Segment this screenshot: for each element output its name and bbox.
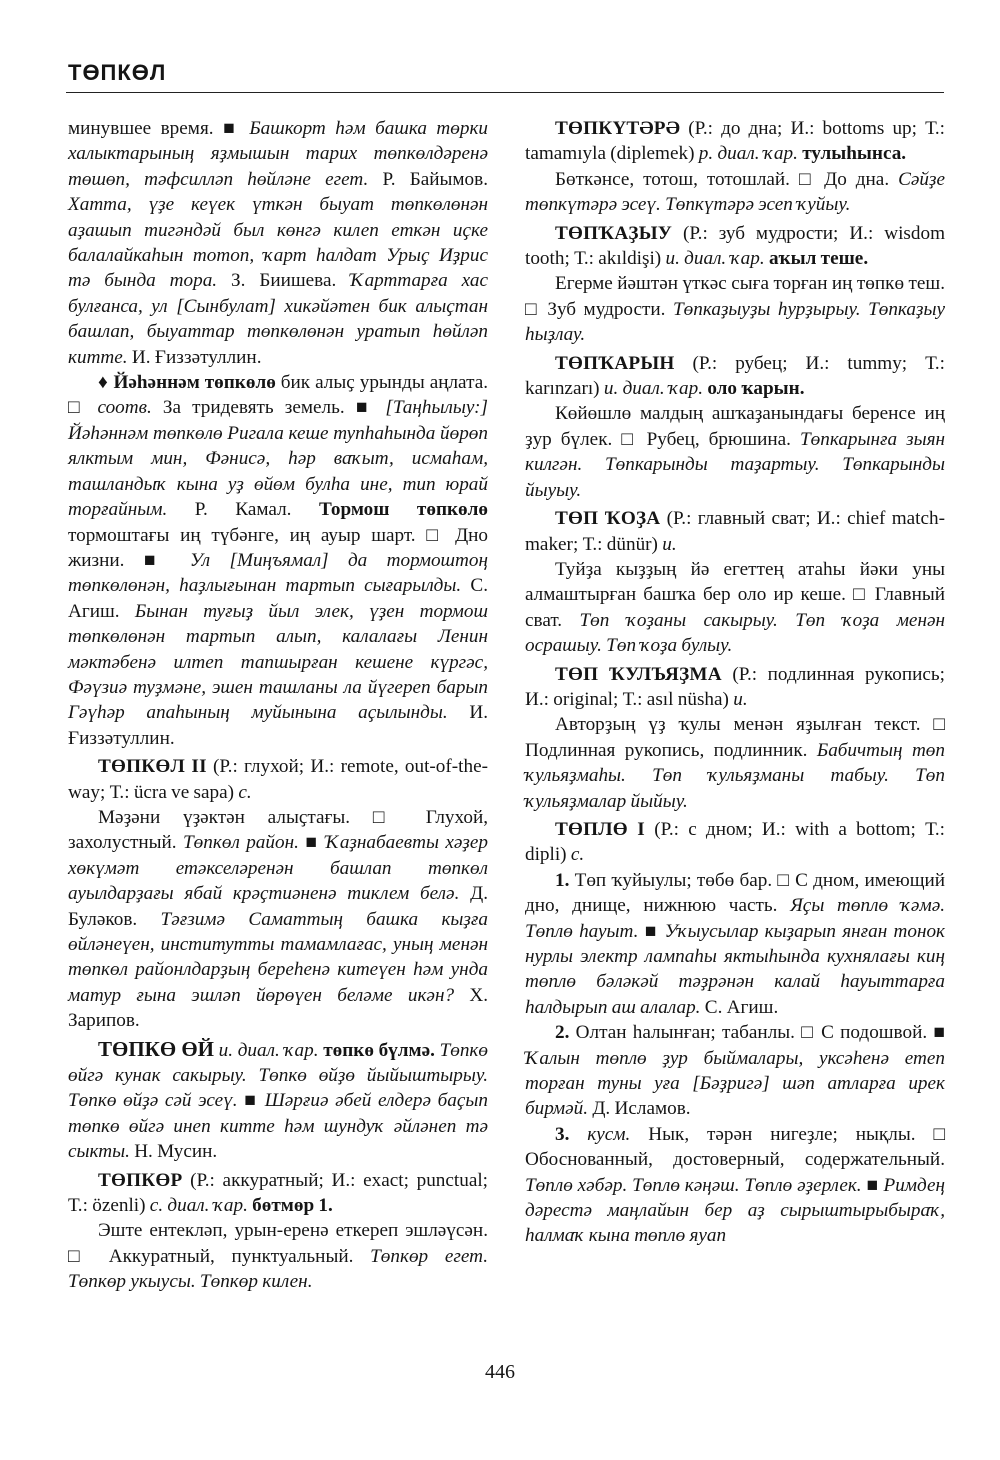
dictionary-entry: ТӨПҠАРЫН (Р.: рубец; И.: tummy; Т.: karınzarı) и. диал. ҡар. оло ҡарын. [525, 352, 945, 400]
headword: ТӨПКӨР [98, 1169, 183, 1191]
example-marker-icon [244, 1090, 258, 1111]
entry-definition: Көйөшлө малдың ашҡаҙанындағы беренсе иң ҙур бүлек. □ Рубец, брюшина. Төпкарынға зыян килгән. Төпкарынды таҙартыу. Төпкарынды йыуыу. [525, 401, 945, 503]
entry-definition: Авторҙың үҙ ҡулы менән яҙылған текст. □ Подлинная рукопись, подлинник. Бабичтың төп ҡульяҙмаһы. Төп ҡульяҙманы табыу. Төп ҡульяҙмалар йыйыу. [525, 712, 945, 814]
entry-definition: Бөткәнсе, тотош, тотошлай. □ До дна. Сәйҙе төпкүтәрә эсеү. Төпкүтәрә эсеп ҡуйыу. [525, 167, 945, 218]
entry-definition: Туйҙа кыҙҙың йә егеттең атаһы йәки уны алмаштырған башҡа бер оло ир кеше. □ Главный сват. Төп ҡоҙаны сакырыу. Төп ҡоҙа менән осрашыу. Төп ҡоҙа булыу. [525, 557, 945, 659]
translation-marker-icon [426, 525, 444, 546]
dictionary-entry: ТӨПҠАҘЫУ (Р.: зуб мудрости; И.: wisdom tooth; Т.: akıldişi) и. диал. ҡар. аҡыл теше. [525, 222, 945, 270]
headword: ТӨПКӨ ӨЙ [98, 1036, 215, 1061]
entry-definition: Эште ентекләп, урын-еренә еткереп эшләүсән. □ Аккуратный, пунктуальный. Төпкөр егет. Төпкөр укыусы. Төпкөр килен. [68, 1218, 488, 1294]
dictionary-entry: ТӨПКҮТӘРӘ (Р.: до дна; И.: bottoms up; Т.: tamamıyla (diplemek) р. диал. ҡар. тулыһынса. [525, 118, 945, 165]
translation-marker-icon [933, 714, 945, 735]
dictionary-entry: ТӨП ҠУЛЪЯҘМА (Р.: подлинная рукопись; И.: original; Т.: asıl nüsha) и. [525, 663, 945, 710]
translation-marker-icon [933, 1124, 945, 1145]
entry-definition: Егерме йәштән үткәс сыға торған иң төпкө теш. □ Зуб мудрости. Төпкаҙыуҙы һурҙырыу. Төпкаҙыу һыҙлау. [525, 271, 945, 347]
headword: ТӨПЛӨ I [555, 818, 645, 840]
translation-marker-icon [525, 299, 540, 320]
headword: ТӨПКҮТӘРӘ [555, 118, 681, 139]
left-column [68, 116, 488, 1295]
sense-2: 2. Олтан һалынған; табанлы. □ С подошвой. ■ Ҡалын төплө ҙур быймалары, уксәһенә етеп торған туны уға [Бәҙригә] шәп атларға ирек бирмәй. Д. Исламов. [525, 1020, 945, 1122]
sense-1: 1. Төп ҡуйыулы; төбө бар. □ С дном, имеющий дно, днище, нижнюю часть. Яҫы төплө ҡәмә. Төплө һауыт. ■ Уҡыусылар кыҙарып янған тонок нурлы электр лампаһы яктыһында кухнялағы киң төплө бәләкәй тәҙрәнән калай һауыттарға һалдырып аш алалар. С. Агиш. [525, 868, 945, 1020]
example-marker-icon [223, 118, 240, 139]
idiom-marker-icon [98, 372, 108, 393]
example-marker-icon [356, 397, 374, 418]
dictionary-entry: ТӨПКӨЛ II (Р.: глухой; И.: remote, out-of-the-way; Т.: ücra ve sapa) с. [68, 756, 488, 803]
translation-marker-icon [373, 807, 403, 828]
translation-marker-icon [801, 1022, 815, 1043]
sense-3: 3. кусм. Нык, тәрән нигеҙле; нықлы. □ Обоснованный, достоверный, содержательный. Төплө хәбәр. Төплө кәңәш. Төплө әҙерлек. ■ Римдең дәрестә маңлайын бер аҙ сырыштырыбыраҡ, һалмаҡ кына төплө яуап [525, 1122, 945, 1249]
page-header-title: ТӨПКӨЛ [68, 60, 167, 85]
translation-marker-icon [68, 397, 86, 418]
idiom-block: ♦ Йәһәннәм төпкөлө бик алыҫ урынды аңлата. □ соотв. За тридевять земель. ■ [Таңһылыу:] Йәһәннәм төпкөлө Ригала кеше тупһаһында йөрөп ялктым мин, Фәнисә, һәр ваҡыт, исмаһам, ташландыҡ кына уҙ өйөм булһа ине, тип юрай торғайным. Р. Камал. Тормош төпкөлө тормоштағы иң түбәнге, иң ауыр шарт. □ Дно жизни. ■ Ул [Миңъямал] да тормоштоң төпкөлөнән, һаҙлығынан тартып сығарылды. С. Агиш. Бынан туғыҙ йыл элек, үҙен тормош төпкөлөнән тартып алып, калалағы Ленин мәктәбенә илтеп тапшырған кешене күргәс, Фәүзиә туҙмәне, эшен ташланы ла йүгереп барып Гәүһәр апаһының муйынына аҫылынды. И. Ғиззәтуллин. [68, 370, 488, 751]
dictionary-entry: ТӨПЛӨ I (Р.: с дном; И.: with a bottom; Т.: dipli) с. [525, 818, 945, 866]
dictionary-entry: ТӨП ҠОҘА (Р.: главный сват; И.: chief match-maker; Т.: dünür) и. [525, 508, 945, 555]
headword: ТӨПҠАҘЫУ [555, 222, 673, 244]
translation-marker-icon [621, 429, 637, 450]
headword: ТӨПКӨЛ II [98, 756, 207, 778]
entry-definition: Мәҙәни үҙәктән алыҫтағы. □ Глухой, захолустный. Төпкөл район. ■ Ҡаҙнабаевты хәҙер хөкүмәт етәкселәренән башлап төпкөл ауылдарҙағы ябай крәҫтиәненә тиклем белә. Д. Буләков. Тәғзимә Саматтың башка кыҙға өйләнеүен, институтты тамамлағас, уның менән төпкөл районлдарҙың береһенә китеүен һәм унда матур ғына эшләп йөрөүен беләме икән? Х. Зарипов. [68, 805, 488, 1034]
translation-marker-icon [799, 169, 815, 190]
translation-marker-icon [777, 870, 790, 891]
translation-marker-icon [68, 1246, 92, 1267]
page-number: 446 [485, 1361, 515, 1383]
dictionary-entry: ТӨПКӨР (Р.: аккуратный; И.: exact; punctual; Т.: özenli) с. диал. ҡар. бөтмөр 1. [68, 1169, 489, 1217]
right-column [525, 116, 945, 1249]
example-marker-icon [144, 550, 171, 571]
headword: ТӨП ҠОҘА [555, 508, 661, 530]
example-marker-icon [305, 832, 319, 853]
entry-continuation: минувшее время. ■ Башкорт һәм башка төрки халыктарының яҙмышын тарих төпкөлдәренә төшөп, тәфсилләп һөйләне егет. Р. Байымов. Хатта, үҙе кеүек үткән быуат төпкөлөнән аҙашып тигәндәй был көнгә килеп еткән иҫке балалайкаһын тотоп, ҡарт һалдат Урыҫ Иҙрис тә бында тора. З. Биишева. Ҡарттарға хас булғанса, ул [Сынбулат] хикәйәтен бик алыҫтан башлап, быуаттар төпкөлөнән уратып һөйләп китте. И. Ғиззәтуллин. [68, 116, 488, 370]
headword: ТӨПҠАРЫН [555, 352, 675, 374]
headword: ТӨП ҠУЛЪЯҘМА [555, 663, 722, 685]
example-marker-icon [866, 1175, 878, 1196]
header-rule [66, 92, 944, 93]
example-marker-icon [645, 921, 659, 942]
example-marker-icon [933, 1022, 945, 1043]
translation-marker-icon [853, 584, 867, 605]
dictionary-entry: ТӨПКӨ ӨЙ и. диал. ҡар. төпкө бүлмә. Төпкө өйгә кунак сакырыу. Төпкө өйҙө йыйыштырыу. Төпкө өйҙә сәй эсеү. ■ Шәрғиә әбей елдерә баҫып төпкө өйгә инеп китте һәм шундуҡ әйләнеп тә сыкты. Н. Мусин. [68, 1037, 488, 1165]
